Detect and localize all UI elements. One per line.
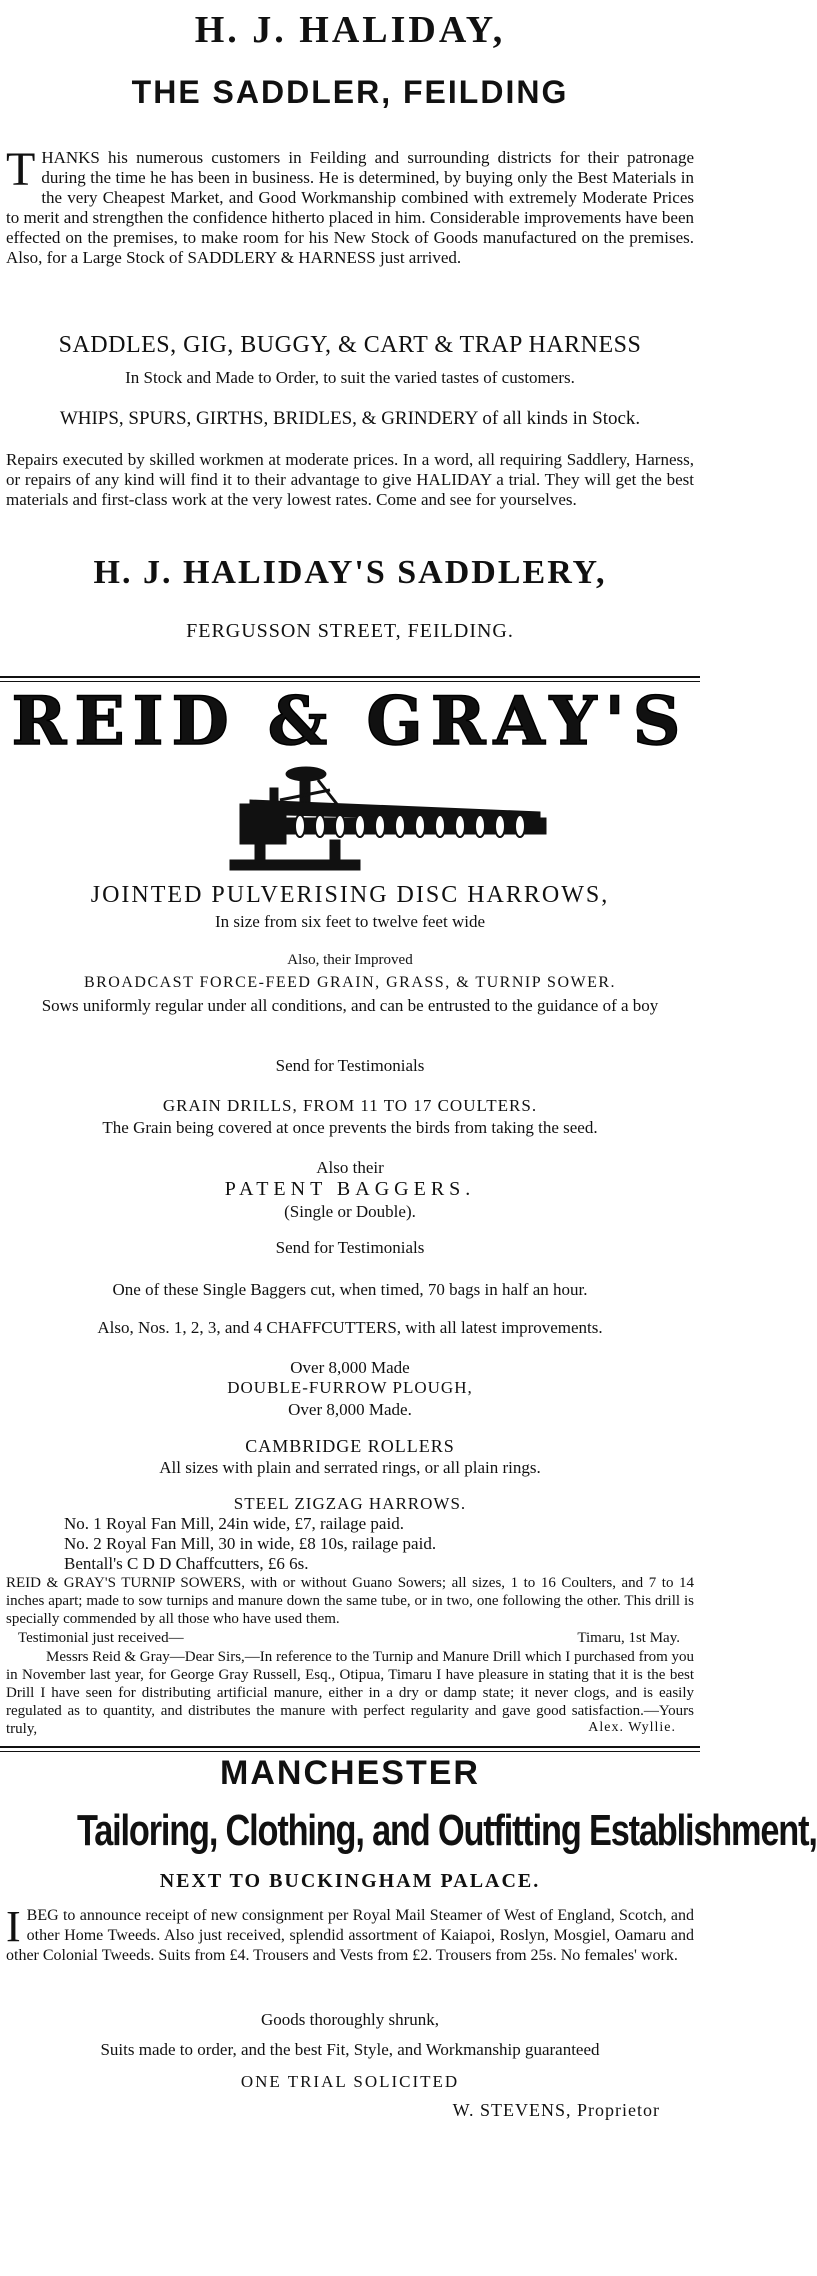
reid-testimonial-left: Testimonial just received—	[18, 1630, 184, 1646]
manchester-trial: ONE TRIAL SOLICITED	[240, 2072, 460, 2091]
reid-grain-line: The Grain being covered at once prevents the birds from taking the seed.	[102, 1118, 598, 1137]
reid-send-testimonials-1: Send for Testimonials	[275, 1056, 425, 1075]
reid-grain-drills: GRAIN DRILLS, FROM 11 TO 17 COULTERS.	[162, 1096, 538, 1115]
reid-also-their: Also their	[316, 1158, 384, 1177]
reid-send-testimonials-2: Send for Testimonials	[275, 1238, 425, 1257]
manchester-intro-text: BEG to announce receipt of new consignment per Royal Mail Steamer of West of England, Scotch, and other Home Tweeds. Also just received, splendid assortment of Kaiapoi, Roslyn, Mosgiel, Oamaru and other Colonial Tweeds. Suits from £4. Trousers and Vests from £2. Trousers from 25s. No females' work.	[6, 1907, 694, 1964]
manchester-location: NEXT TO BUCKINGHAM PALACE.	[159, 1870, 541, 1892]
reid-testimonial-right: Timaru, 1st May.	[577, 1630, 680, 1646]
reid-single-baggers: One of these Single Baggers cut, when timed, 70 bags in half an hour.	[112, 1280, 588, 1299]
reid-over-made-1: Over 8,000 Made	[290, 1358, 410, 1377]
haliday-harness-sub: In Stock and Made to Order, to suit the varied tastes of customers.	[125, 368, 575, 387]
section-divider	[0, 1746, 700, 1748]
reid-turnip-text: REID & GRAY'S TURNIP SOWERS, with or without Guano Sowers; all sizes, 1 to 16 Coulters, and 7 to 14 inches apart; made to sow turnips and manure down the same tube, or in two, one following the other. This drill is specially commended by all those who have used them.	[6, 1575, 694, 1627]
reid-broadcast-sower: BROADCAST FORCE-FEED GRAIN, GRASS, & TURNIP SOWER.	[83, 974, 617, 991]
haliday-title: H. J. HALIDAY,	[194, 9, 506, 51]
manchester-suits-line: Suits made to order, and the best Fit, Style, and Workmanship guaranteed	[100, 2040, 600, 2059]
manchester-intro	[6, 1902, 694, 1966]
reid-also-improved: Also, their Improved	[287, 952, 413, 968]
section-divider	[0, 676, 700, 678]
haliday-dropcap: T	[6, 143, 36, 196]
haliday-repairs-text: Repairs executed by skilled workmen at moderate prices. In a word, all requiring Saddlery, Harness, or repairs of any kind will find it to their advantage to give HALIDAY a trial. They will get the best materials and first-class work at the very lowest rates. Come and see for yourselves.	[6, 450, 694, 509]
manchester-title: MANCHESTER	[220, 1754, 480, 1792]
reid-gray-title: REID & GRAY'S	[11, 682, 689, 760]
reid-over-made-2: Over 8,000 Made.	[288, 1400, 412, 1419]
haliday-intro	[6, 143, 694, 268]
reid-harrow-sub: In size from six feet to twelve feet wide	[214, 912, 485, 931]
haliday-subtitle: THE SADDLER, FEILDING	[131, 74, 569, 110]
reid-cambridge: CAMBRIDGE ROLLERS	[245, 1436, 455, 1456]
reid-signature: Alex. Wyllie.	[588, 1720, 676, 1735]
section-divider-thin	[0, 1751, 700, 1752]
reid-fan-1: No. 1 Royal Fan Mill, 24in wide, £7, railage paid.	[64, 1514, 404, 1533]
haliday-saddlery-name: H. J. HALIDAY'S SADDLERY,	[93, 554, 607, 591]
reid-harrow-heading: JOINTED PULVERISING DISC HARROWS,	[90, 882, 610, 908]
manchester-dropcap: I	[6, 1902, 21, 1951]
reid-testimonial-row	[18, 1630, 694, 1647]
reid-bentall: Bentall's C D D Chaffcutters, £6 6s.	[64, 1554, 309, 1573]
reid-zigzag: STEEL ZIGZAG HARROWS.	[233, 1494, 467, 1513]
disc-harrow-illustration-icon	[0, 760, 700, 880]
manchester-shrunk: Goods thoroughly shrunk,	[260, 2010, 440, 2029]
reid-patent-baggers: PATENT BAGGERS.	[224, 1178, 476, 1200]
haliday-whips-line: WHIPS, SPURS, GIRTHS, BRIDLES, & GRINDERY of all kinds in Stock.	[59, 408, 641, 429]
reid-double-furrow: DOUBLE-FURROW PLOUGH,	[227, 1378, 473, 1397]
reid-letter-text: Messrs Reid & Gray—Dear Sirs,—In reference to the Turnip and Manure Drill which I purchased from you in November last year, for George Gray Russell, Esq., Otipua, Timaru I have pleasure in stating that it is the best Drill I have seen for distributing artificial manure, either in a dry or damp state; it never clogs, and is easily regulated as to quantity, and distributes the manure with perfect regularity and gave good satisfaction.—Yours truly,	[6, 1649, 694, 1737]
haliday-harness-heading: SADDLES, GIG, BUGGY, & CART & TRAP HARNESS	[58, 332, 642, 358]
reid-chaffcutters: Also, Nos. 1, 2, 3, and 4 CHAFFCUTTERS, with all latest improvements.	[97, 1318, 603, 1337]
haliday-address: FERGUSSON STREET, FEILDING.	[186, 620, 514, 642]
reid-fan-2: No. 2 Royal Fan Mill, 30 in wide, £8 10s, railage paid.	[64, 1534, 437, 1553]
reid-cambridge-sub: All sizes with plain and serrated rings, or all plain rings.	[159, 1458, 541, 1477]
manchester-establishment: Tailoring, Clothing, and Outfitting Establishment,	[77, 1806, 817, 1855]
haliday-intro-text: HANKS his numerous customers in Feilding and surrounding districts for their patronage during the time he has been in business. He is determined, by buying only the Best Materials in the very Cheapest Market, and Good Workmanship combined with extremely Moderate Prices to merit and strengthen the confidence hitherto placed in him. Considerable improvements have been effected on the premises, to make room for his New Stock of Goods manufactured on the premises. Also, for a Large Stock of SADDLERY & HARNESS just arrived.	[6, 148, 694, 267]
disc-harrow-illustration	[0, 760, 700, 880]
reid-single-double: (Single or Double).	[284, 1202, 416, 1221]
manchester-proprietor: W. STEVENS, Proprietor	[452, 2100, 660, 2120]
reid-sows-line: Sows uniformly regular under all conditions, and can be entrusted to the guidance of a boy	[41, 996, 659, 1015]
